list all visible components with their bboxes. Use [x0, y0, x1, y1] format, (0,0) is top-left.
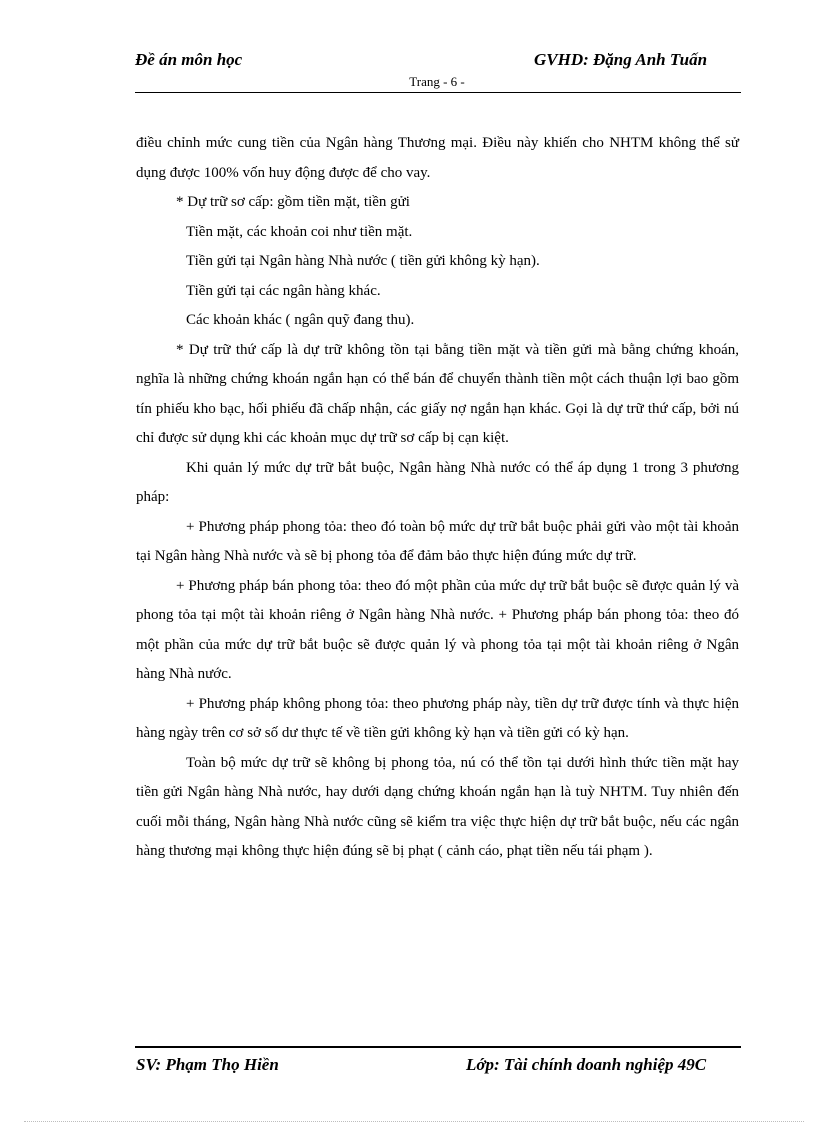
paragraph: Tiền mặt, các khoản coi như tiền mặt. — [186, 223, 413, 240]
footer-rule — [135, 1046, 741, 1048]
paragraph: * Dự trữ sơ cấp: gồm tiền mặt, tiền gửi — [176, 194, 410, 210]
footer-student: SV: Phạm Thọ Hiền — [136, 1055, 279, 1074]
paragraph: + Phương pháp không phong tỏa: theo phương pháp này, tiền dự trữ được tính và thực hiện hàng ngày trên cơ sở số dư thực tế về tiền gửi không kỳ hạn và tiền gửi có kỳ hạn. — [136, 695, 739, 741]
header-advisor: GVHD: Đặng Anh Tuấn — [534, 50, 708, 69]
paragraph: Khi quản lý mức dự trữ bắt buộc, Ngân hàng Nhà nước có thể áp dụng 1 trong 3 phương pháp: — [136, 459, 739, 505]
page-edge — [24, 1121, 804, 1122]
paragraph: điều chỉnh mức cung tiền của Ngân hàng Thương mại. Điều này khiến cho NHTM không thể sử dụng được 100% vốn huy động được để cho vay. — [136, 135, 739, 181]
paragraph: * Dự trữ thứ cấp là dự trữ không tồn tại bằng tiền mặt và tiền gửi mà bằng chứng khoán, nghĩa là những chứng khoán ngắn hạn có thể bán để chuyển thành tiền một cách thuận lợi bao gồm tín phiếu kho bạc, hối phiếu đã chấp nhận, các giấy nợ ngắn hạn khác. Gọi là dự trữ thứ cấp, bởi nú chỉ được sử dụng khi các khoản mục dự trữ sơ cấp bị cạn kiệt. — [136, 341, 739, 446]
body-text — [136, 129, 739, 867]
paragraph: + Phương pháp bán phong tỏa: theo đó một phần của mức dự trữ bắt buộc sẽ được quản lý và phong tỏa tại một tài khoản riêng ở Ngân hàng Nhà nước. + Phương pháp bán phong tỏa: theo đó một phần của mức dự trữ bắt buộc sẽ được quản lý và phong tỏa tại một tài khoản riêng ở Ngân hàng Nhà nước. — [136, 577, 739, 682]
header-course-title: Đề án môn học — [135, 50, 243, 69]
header-rule — [135, 92, 741, 93]
footer-class: Lớp: Tài chính doanh nghiệp 49C — [466, 1055, 707, 1074]
paragraph: Toàn bộ mức dự trữ sẽ không bị phong tỏa, nú có thể tồn tại dưới hình thức tiền mặt hay tiền gửi Ngân hàng Nhà nước, hay dưới dạng chứng khoán ngắn hạn là tuỳ NHTM. Tuy nhiên đến cuối mỗi tháng, Ngân hàng Nhà nước cũng sẽ kiểm tra việc thực hiện dự trữ bắt buộc, nếu các ngân hàng thương mại không thực hiện đúng sẽ bị phạt ( cảnh cáo, phạt tiền nếu tái phạm ). — [136, 754, 739, 859]
paragraph: Tiền gửi tại các ngân hàng khác. — [186, 282, 381, 299]
paragraph: + Phương pháp phong tỏa: theo đó toàn bộ mức dự trữ bắt buộc phải gửi vào một tài khoản tại Ngân hàng Nhà nước và sẽ bị phong tỏa để đảm bảo thực hiện đúng mức dự trữ. — [136, 518, 739, 564]
paragraph: Tiền gửi tại Ngân hàng Nhà nước ( tiền gửi không kỳ hạn). — [186, 253, 540, 269]
page-number: Trang - 6 - — [409, 74, 465, 89]
paragraph: Các khoản khác ( ngân quỹ đang thu). — [186, 312, 415, 328]
